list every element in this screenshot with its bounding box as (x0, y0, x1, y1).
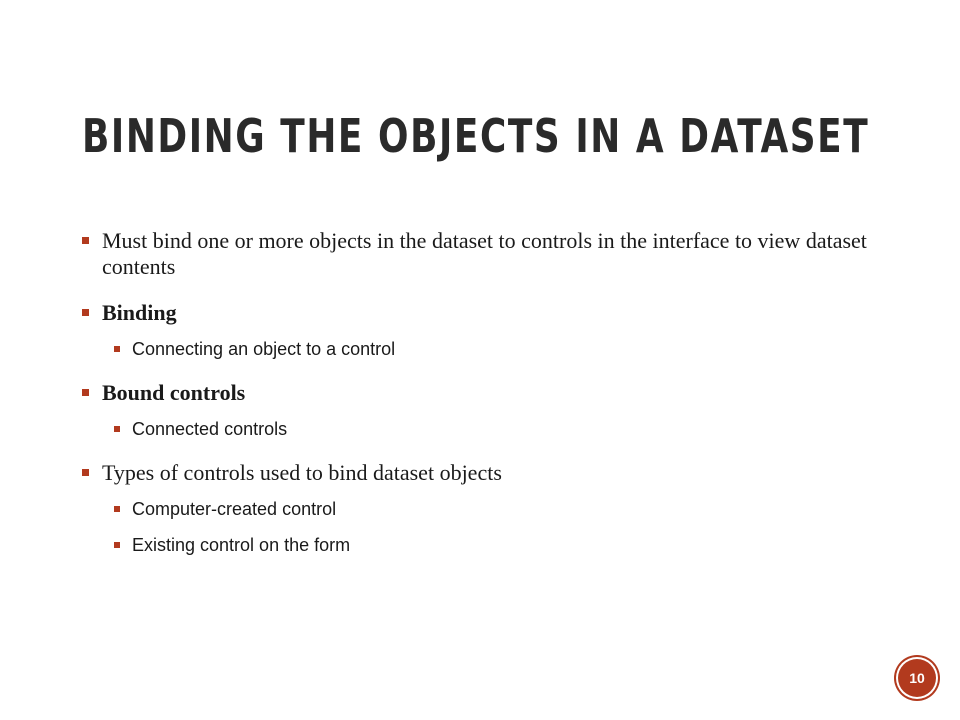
bullet-item (82, 380, 872, 406)
bullet-list (82, 228, 872, 557)
sub-bullet-text: Computer-created control (132, 499, 337, 519)
bullet-item (82, 228, 872, 280)
bullet-text: Binding (102, 300, 177, 325)
square-bullet-icon (82, 309, 89, 316)
bullet-item (82, 300, 872, 326)
sub-bullet-text: Connecting an object to a control (132, 339, 396, 359)
page-number-badge: 10 (898, 659, 936, 697)
sub-bullet-item (82, 417, 872, 441)
square-bullet-icon (82, 469, 89, 476)
sub-bullet-item (82, 533, 872, 557)
bullet-text: Must bind one or more objects in the dataset to controls in the interface to view dataset contents (102, 228, 867, 279)
bullet-text: Bound controls (102, 380, 246, 405)
sub-bullet-text: Existing control on the form (132, 535, 351, 555)
sub-bullet-item (82, 497, 872, 521)
square-bullet-icon (114, 346, 120, 352)
square-bullet-icon (114, 506, 120, 512)
square-bullet-icon (114, 426, 120, 432)
slide-title: BINDING THE OBJECTS IN A DATASET (82, 109, 870, 163)
sub-bullet-text: Connected controls (132, 419, 288, 439)
square-bullet-icon (82, 237, 89, 244)
square-bullet-icon (114, 542, 120, 548)
square-bullet-icon (82, 389, 89, 396)
bullet-text: Types of controls used to bind dataset objects (102, 460, 502, 485)
bullet-item (82, 460, 872, 486)
sub-bullet-item (82, 337, 872, 361)
